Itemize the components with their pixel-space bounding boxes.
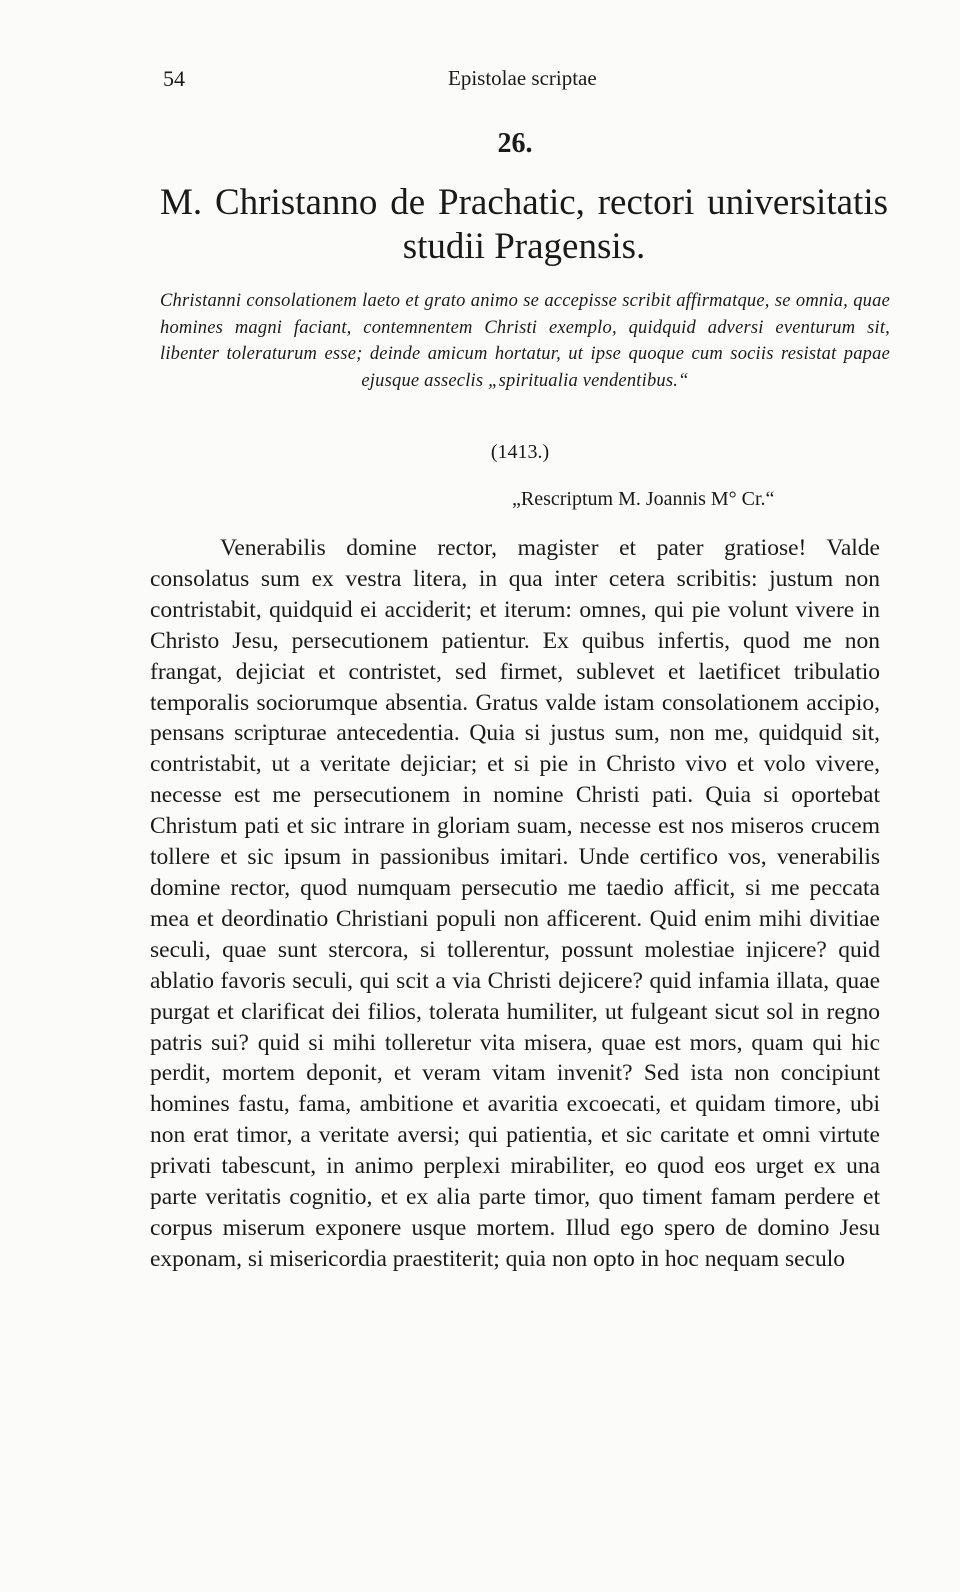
letter-number: 26. xyxy=(497,128,533,159)
letter-year: (1413.) xyxy=(490,441,550,463)
letter-title-line1: M. Christanno de Prachatic, rectori universitatis xyxy=(160,182,888,223)
letter-title xyxy=(160,181,888,269)
letter-summary: Christanni consolationem laeto et grato animo se accepisse scribit affirmatque, se omnia, quae homines magni faciant, contemnentem Christi exemplo, quidquid adversi eventurum sit, libenter toleraturum esse; deinde amicum hortatur, ut ipse quoque cum sociis resistat papae ejusque asseclis „spiritualia vendentibus.“ xyxy=(160,291,890,391)
running-title: Epistolae scriptae xyxy=(448,66,597,90)
letter-body: Venerabilis domine rector, magister et pater gratiose! Valde consolatus sum ex vestra litera, in qua inter cetera scribitis: justum non contristabit, quidquid ei acciderit; et iterum: omnes, qui pie volunt vivere in Christo Jesu, persecutionem patientur. Ex quibus infertis, quod me non frangat, dejiciat et contristet, sed firmet, sublevet et laetificet tribulatio temporalis sociorumque absentia. Gratus valde istam consolationem accipio, pensans scripturae antecedentia. Quia si justus sum, non me, quidquid sit, contristabit, ut a veritate dejiciar; et si pie in Christo vivo et volo vivere, necesse est me persecutionem in nomine Christi pati. Quia si oportebat Christum pati et sic intrare in gloriam suam, necesse est nos miseros crucem tollere et sic ipsum in passionibus imitari. Unde certifico vos, venerabilis domine rector, quod numquam persecutio me taedio afficit, si me peccata mea et deordinatio Christiani populi non afficerent. Quid enim mihi divitiae seculi, quae sunt stercora, si tollerentur, possunt molestiae injicere? quid ablatio favoris seculi, qui scit a via Christi dejicere? quid infamia illata, quae purgat et clarificat dei filios, tolerata humiliter, ut fulgeant sicut sol in regno patris sui? quid si mihi tolleretur vita misera, quae est mors, quam qui hic perdit, mortem deponit, et veram vitam invenit? Sed ista non concipiunt homines fastu, fama, ambitione et avaritia excoecati, et quidam timore, ubi non erat timor, a veritate aversi; qui patientia, et sic caritate et omni virtute privati tabescunt, in animo perplexi mirabiliter, eo quod eos urget ex una parte veritatis cognitio, et ex alia parte timor, quo timent famam perdere et corpus miserum exponere usque mortem. Illud ego spero de domino Jesu exponam, si misericordia praestiterit; quia non opto in hoc nequam seculo xyxy=(150,535,880,1272)
rescript-note: „Rescriptum M. Joannis M° Cr.“ xyxy=(512,488,775,510)
page-number: 54 xyxy=(163,66,185,91)
letter-title-line2: studii Pragensis. xyxy=(402,226,646,267)
